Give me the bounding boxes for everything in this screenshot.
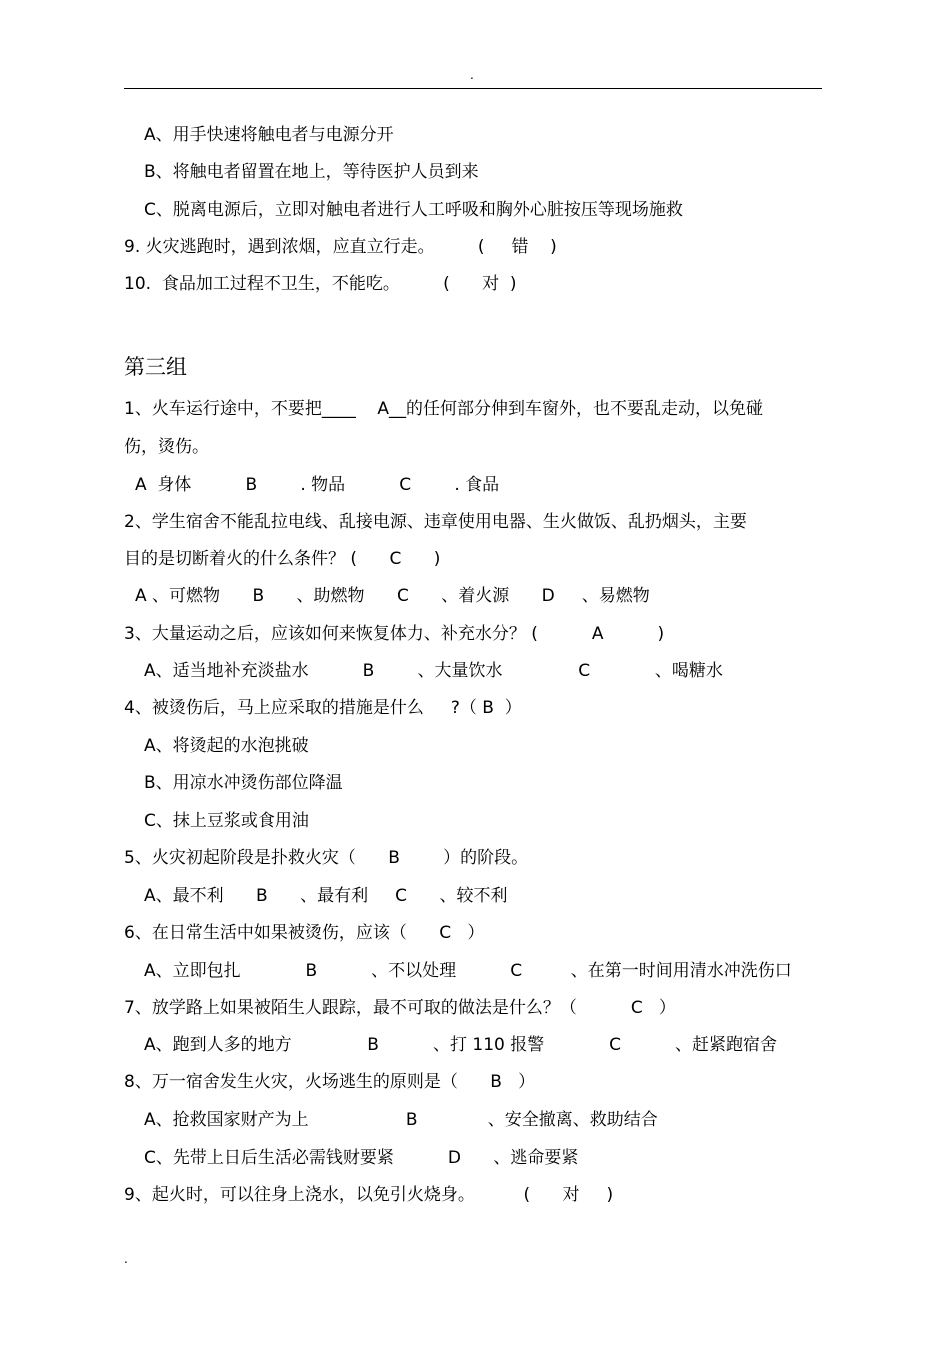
option-line: A、立即包扎 B 、不以处理 C 、在第一时间用清水冲洗伤口 <box>144 961 792 981</box>
question-line: 伤，烫伤。 <box>124 437 209 457</box>
option-line: C、先带上日后生活必需钱财要紧 D 、逃命要紧 <box>144 1148 579 1168</box>
question-line: 10. 食品加工过程不卫生，不能吃。 ( 对 ) <box>124 274 517 294</box>
option-line: C、抹上豆浆或食用油 <box>144 811 309 831</box>
option-line: A、适当地补充淡盐水 B 、大量饮水 C 、喝糖水 <box>144 661 723 681</box>
header-rule <box>124 88 822 89</box>
option-line: A、抢救国家财产为上 B 、安全撤离、救助结合 <box>144 1110 658 1130</box>
question-line: 9. 火灾逃跑时，遇到浓烟，应直立行走。 ( 错 ) <box>124 237 557 257</box>
question-line: 1、火车运行途中，不要把____ A__的任何部分伸到车窗外，也不要乱走动，以免碰 <box>124 399 764 419</box>
question-line: 4、被烫伤后，马上应采取的措施是什么 ?（ B ） <box>124 698 522 718</box>
footer-dot: . <box>124 1252 128 1266</box>
option-line: A、跑到人多的地方 B 、打 110 报警 C 、赶紧跑宿舍 <box>144 1035 777 1055</box>
option-line: B、将触电者留置在地上，等待医护人员到来 <box>144 162 479 182</box>
question-line: 9、起火时，可以往身上浇水，以免引火烧身。 ( 对 ) <box>124 1185 614 1205</box>
question-line: 7、放学路上如果被陌生人跟踪，最不可取的做法是什么？（ C ） <box>124 998 676 1018</box>
question-line: 5、火灾初起阶段是扑救火灾（ B ）的阶段。 <box>124 848 529 868</box>
option-line: B、用凉水冲烫伤部位降温 <box>144 773 343 793</box>
question-line: 2、学生宿舍不能乱拉电线、乱接电源、违章使用电器、生火做饭、乱扔烟头，主要 <box>124 512 747 532</box>
option-line: A、将烫起的水泡挑破 <box>144 736 309 756</box>
question-line: 6、在日常生活中如果被烫伤，应该（ C ） <box>124 923 485 943</box>
option-line: A、用手快速将触电者与电源分开 <box>144 125 394 145</box>
option-line: C、脱离电源后，立即对触电者进行人工呼吸和胸外心脏按压等现场施救 <box>144 200 683 220</box>
option-line: A 、可燃物 B 、助燃物 C 、着火源 D 、易燃物 <box>135 586 650 606</box>
question-line: 3、大量运动之后，应该如何来恢复体力、补充水分？ ( A ) <box>124 624 665 644</box>
option-line: A 身体 B . 物品 C . 食品 <box>135 475 500 495</box>
header-dot: . <box>470 68 474 82</box>
question-line: 目的是切断着火的什么条件？ ( C ) <box>124 549 441 569</box>
option-line: A、最不利 B 、最有利 C 、较不利 <box>144 886 508 906</box>
section-heading: 第三组 <box>124 355 187 379</box>
question-line: 8、万一宿舍发生火灾，火场逃生的原则是（ B ） <box>124 1072 536 1092</box>
